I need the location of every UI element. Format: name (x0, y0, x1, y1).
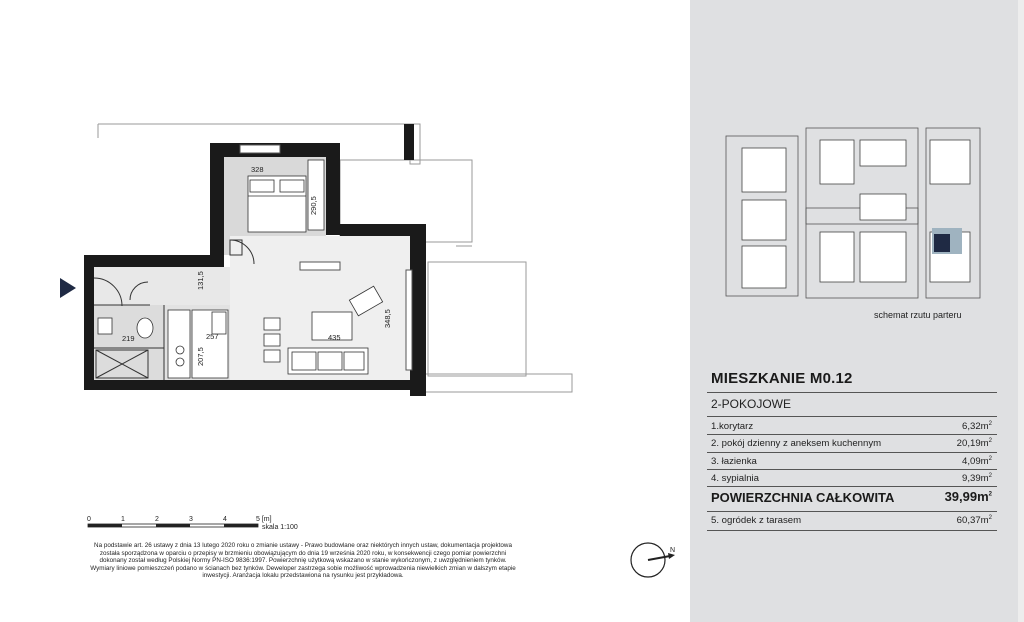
divider (707, 392, 997, 393)
room-area: $6,32m^2$ (961, 420, 992, 432)
info-panel (690, 0, 1024, 622)
dim-label: 328 (251, 165, 264, 174)
apartment-title: MIESZKANIE M0.12 (711, 370, 853, 387)
scale-tick: 0 (87, 516, 91, 523)
scale-tick: 4 (223, 516, 227, 523)
legal-note: Na podstawie art. 26 ustawy z dnia 13 lutego 2020 roku o zmianie ustawy - Prawo budowlane oraz niektórych innych ustaw, dokumentacja projektowa została sporządzona w oparciu o przepisy w brzmieniu obowiązującym do dnia 19 września 2020 roku, w konsekwencji czego pomiar powierzchni dokonany został według Polskiej Normy PN-ISO 9836:1997. Powierzchnię użytkową wskazano w stanie wykończonym, z uwzględnieniem tynków. Wymiary liniowe pomieszczeń podano w ścianach bez tynków. Deweloper zastrzega sobie możliwość wprowadzenia niewielkich zmian w dalszym etapie inwestycji. Aranżacja lokalu przedstawiona na rysunku jest przykładowa. (90, 542, 516, 580)
dim-label: 131,5 (196, 271, 205, 290)
divider (707, 486, 997, 487)
apartment-type: 2-POKOJOWE (711, 397, 792, 411)
bed (248, 176, 306, 232)
divider (707, 434, 997, 435)
kitchen-unit (168, 310, 228, 378)
page-edge (1018, 0, 1024, 622)
dim-label: 257 (206, 332, 219, 341)
scale-bar (87, 516, 298, 531)
scale-tick: 5 [m] (256, 516, 272, 523)
garden-label: 5. ogródek z tarasem (711, 515, 802, 526)
compass-icon (628, 540, 678, 580)
room-area: $20,19m^2$ (956, 437, 992, 449)
room-area: $4,09m^2$ (961, 455, 992, 467)
garden-area: $60,37m^2$ (956, 514, 992, 526)
building-key-plan (722, 124, 984, 304)
total-label: POWIERZCHNIA CAŁKOWITA (711, 490, 895, 505)
dim-label: 219 (122, 334, 135, 343)
room-area: $9,39m^2$ (961, 472, 992, 484)
divider (707, 530, 997, 531)
wardrobe (308, 160, 324, 230)
scale-tick: 2 (155, 516, 159, 523)
sofa (288, 348, 368, 374)
scale-tick: 1 (121, 516, 125, 523)
dim-label: 435 (328, 333, 341, 342)
divider (707, 452, 997, 453)
entrance-arrow-icon (60, 278, 76, 298)
key-plan-caption: schemat rzutu parteru (874, 310, 962, 320)
dim-label: 290,5 (309, 196, 318, 215)
dim-label: 348,5 (383, 309, 392, 328)
scale-label: skala 1:100 (262, 524, 298, 531)
room-label: 1.korytarz (711, 421, 754, 432)
scale-tick: 3 (189, 516, 193, 523)
total-area: $39,99m^2$ (944, 489, 992, 504)
room-label: 2. pokój dzienny z aneksem kuchennym (711, 438, 882, 449)
dim-label: 207,5 (196, 347, 205, 366)
compass-label: N (670, 547, 676, 554)
room-label: 4. sypialnia (711, 473, 759, 484)
divider (707, 469, 997, 470)
room-label: 3. łazienka (711, 456, 757, 467)
divider (707, 511, 997, 512)
divider (707, 416, 997, 417)
